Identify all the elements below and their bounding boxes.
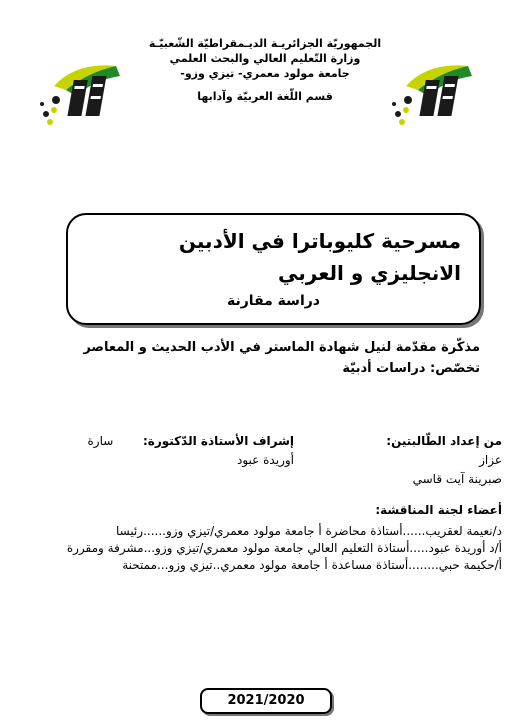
department-name: قسم اللّغة العربيّة وآدابها	[197, 90, 333, 103]
supervisor-heading: إشراف الأستاذة الدّكتورة:	[142, 434, 294, 448]
supervisor-name: أوريدة عبود	[237, 453, 294, 467]
specialization: تخصّص: دراسات أدبيّة	[342, 361, 480, 376]
committee-block	[50, 502, 502, 574]
students-heading: من إعداد الطّالبتين:	[386, 434, 502, 448]
academic-year: 2021/2020	[200, 688, 332, 714]
thesis-title: مسرحية كليوباترا في الأدبين الانجليزي و العربي	[178, 229, 461, 285]
students-block	[386, 432, 502, 489]
republic-name: الجمهوريّة الجزائريـة الديـمقراطيّة الشّعبيّـة	[148, 37, 382, 50]
student-name: صبرينة آيت قاسي	[412, 472, 502, 486]
committee-member: أ/د أوريدة عبود.....أستاذة التعليم العالي جامعة مولود معمري/تيزي وزو...مشرفة ومقررة	[66, 541, 502, 555]
thesis-subtitle: دراسة مقارنة	[227, 293, 320, 309]
degree-statement: مذكّرة مقدّمة لنيل شهادة الماستر في الأدب الحديث و المعاصر	[83, 340, 480, 355]
university-logo-icon	[36, 56, 136, 130]
university-logo-icon	[388, 56, 488, 130]
institution-header	[130, 36, 400, 104]
memo-description	[60, 338, 480, 378]
supervisor-block	[54, 432, 294, 470]
committee-member: د/نعيمة لعقريب......أستاذة محاضرة أ جامعة مولود معمري/تيزي وزو......رئيسا	[115, 524, 502, 538]
committee-member: أ/حكيمة حبي........أستاذة مساعدة أ جامعة مولود معمري..تيزي وزو...ممتحنة	[122, 558, 502, 572]
authors-supervisor	[50, 432, 502, 492]
university-name: جامعة مولود معمري- تيزي وزو-	[180, 67, 350, 80]
supervisor-name-part: سارة	[87, 434, 114, 448]
ministry-name: وزارة التّعليم العالي والبحث العلمي	[169, 52, 361, 65]
thesis-title-box	[66, 213, 481, 325]
committee-heading: أعضاء لجنة المناقشة:	[375, 503, 502, 517]
student-name: عزاز	[479, 453, 502, 467]
